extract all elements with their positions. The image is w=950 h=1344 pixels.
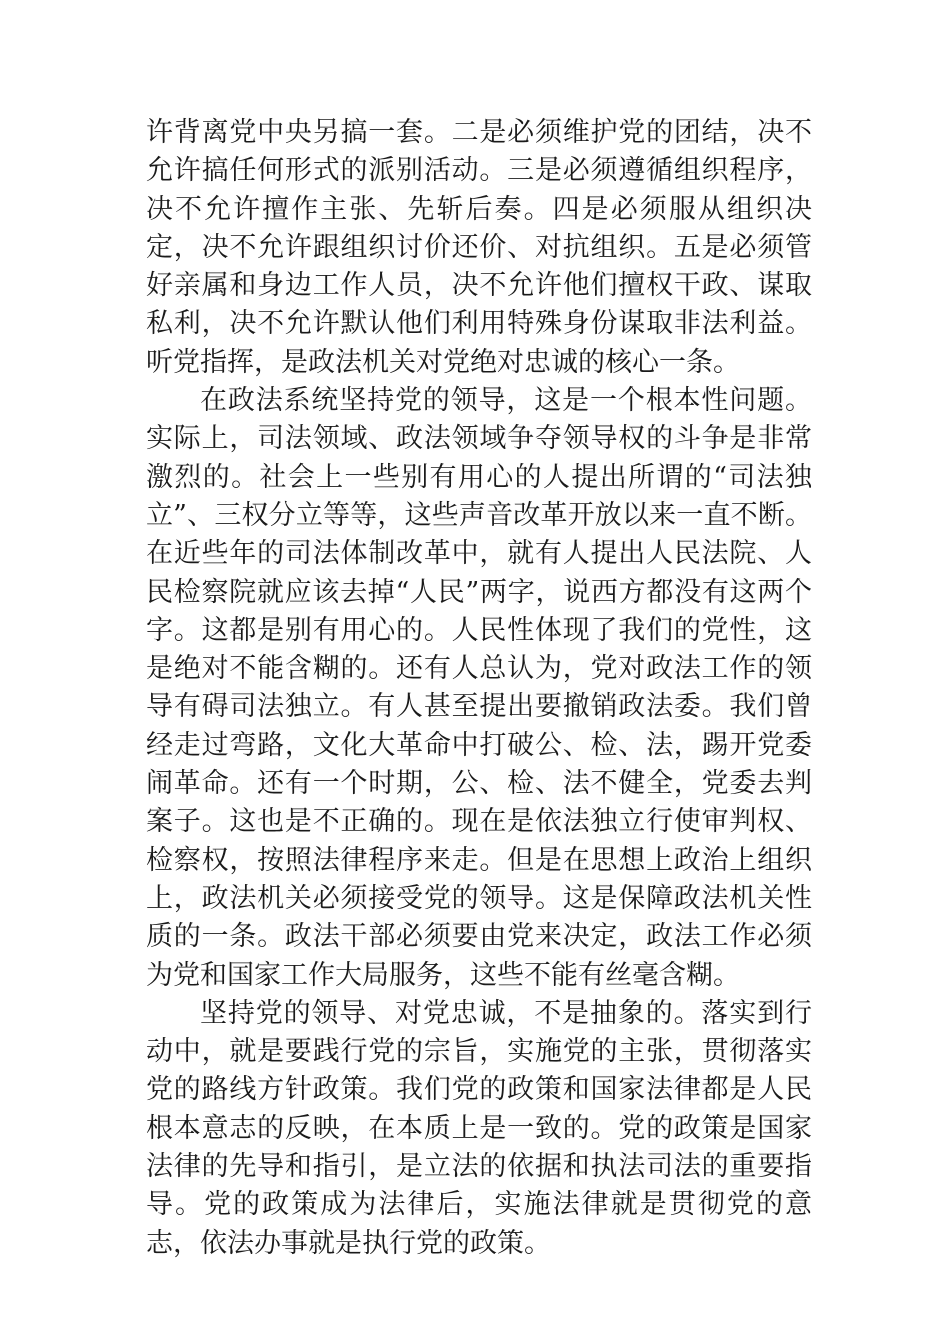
paragraph-2: 在政法系统坚持党的领导，这是一个根本性问题。实际上，司法领域、政法领域争夺领导权的斗争是非常激烈的。社会上一些别有用心的人提出所谓的“司法独立”、三权分立等等，这些声音改革开放以来一直不断。在近些年的司法体制改革中，就有人提出人民法院、人民检察院就应该去掉“人民”两字，说西方都没有这两个字。这都是别有用心的。人民性体现了我们的党性，这是绝对不能含糊的。还有人总认为，党对政法工作的领导有碍司法独立。有人甚至提出要撤销政法委。我们曾经走过弯路，文化大革命中打破公、检、法，踢开党委闹革命。还有一个时期，公、检、法不健全，党委去判案子。这也是不正确的。现在是依法独立行使审判权、检察权，按照法律程序来走。但是在思想上政治上组织上，政法机关必须接受党的领导。这是保障政法机关性质的一条。政法干部必须要由党来决定，政法工作必须为党和国家工作大局服务，这些不能有丝毫含糊。: [146, 385, 812, 991]
paragraph-1: 许背离党中央另搞一套。二是必须维护党的团结，决不允许搞任何形式的派别活动。三是必须遵循组织程序，决不允许擅作主张、先斩后奏。四是必须服从组织决定，决不允许跟组织讨价还价、对抗组织。五是必须管好亲属和身边工作人员，决不允许他们擅权干政、谋取私利，决不允许默认他们利用特殊身份谋取非法利益。听党指挥，是政法机关对党绝对忠诚的核心一条。: [146, 117, 812, 378]
document-body: [146, 114, 812, 1263]
paragraph-3: 坚持党的领导、对党忠诚，不是抽象的。落实到行动中，就是要践行党的宗旨，实施党的主张，贯彻落实党的路线方针政策。我们党的政策和国家法律都是人民根本意志的反映，在本质上是一致的。党的政策是国家法律的先导和指引，是立法的依据和执法司法的重要指导。党的政策成为法律后，实施法律就是贯彻党的意志，依法办事就是执行党的政策。: [146, 997, 812, 1259]
